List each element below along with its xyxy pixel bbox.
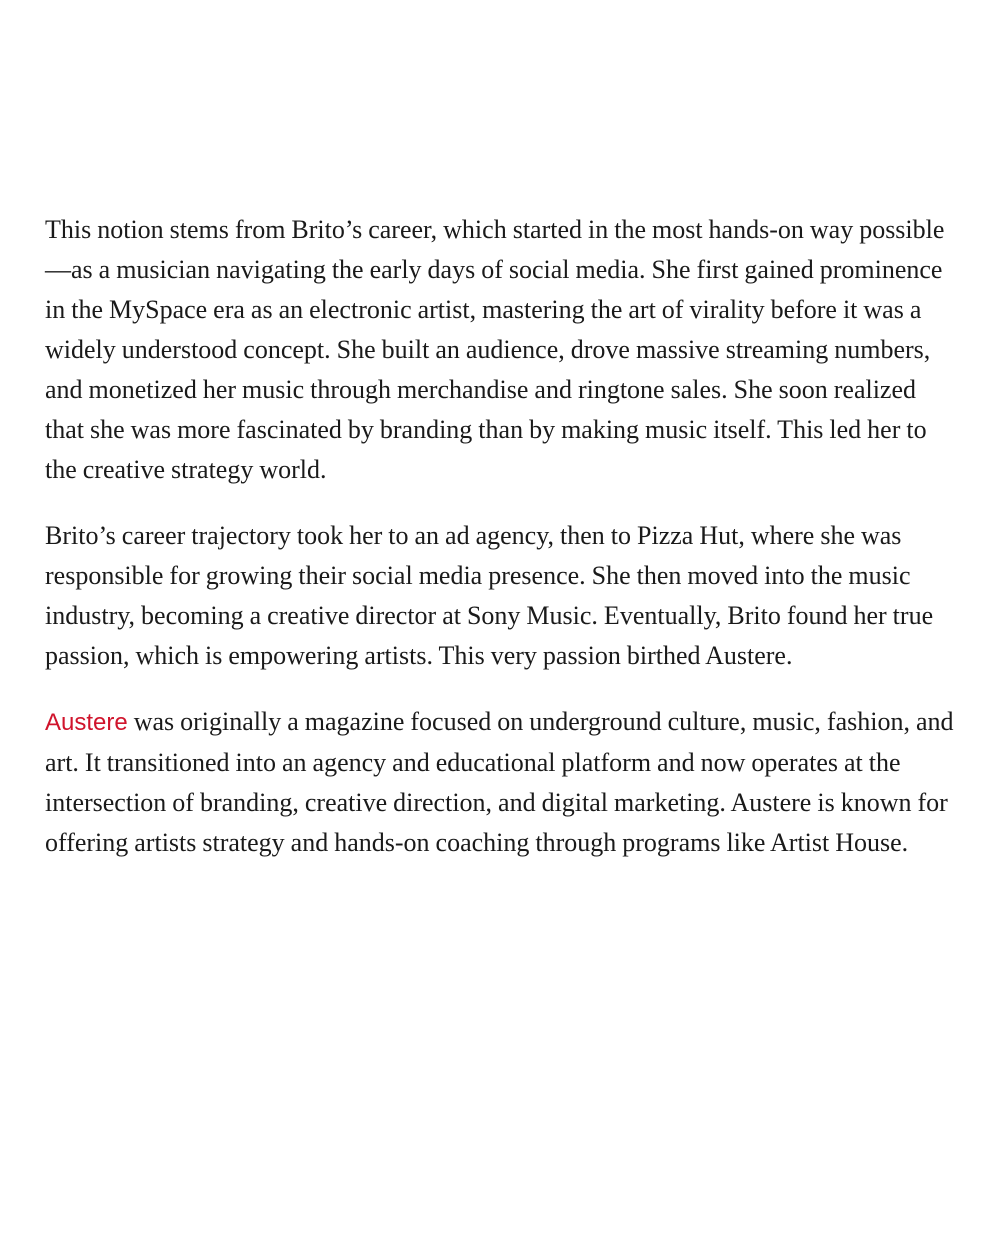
paragraph-career-origin: This notion stems from Brito’s career, which started in the most hands-on way possible—as a musician navigating the early days of social media. She first gained prominence in the MySpace era as an electronic artist, mastering the art of virality before it was a widely understood concept. She built an audience, drove massive streaming numbers, and monetized her music through merchandise and ringtone sales. She soon realized that she was more fascinated by branding than by making music itself. This led her to the creative strategy world. — [45, 215, 945, 484]
paragraph-austere — [45, 702, 955, 863]
article-body — [45, 210, 955, 889]
paragraph-austere-text: was originally a magazine focused on underground culture, music, fashion, and art. It transitioned into an agency and educational platform and now operates at the intersection of branding, creative direction, and digital marketing. Austere is known for offering artists strategy and hands-on coaching through programs like Artist House. — [45, 707, 954, 857]
austere-link[interactable]: Austere — [45, 709, 128, 736]
paragraph-career-trajectory: Brito’s career trajectory took her to an ad agency, then to Pizza Hut, where she was responsible for growing their social media presence. She then moved into the music industry, becoming a creative director at Sony Music. Eventually, Brito found her true passion, which is empowering artists. This very passion birthed Austere. — [45, 521, 934, 670]
